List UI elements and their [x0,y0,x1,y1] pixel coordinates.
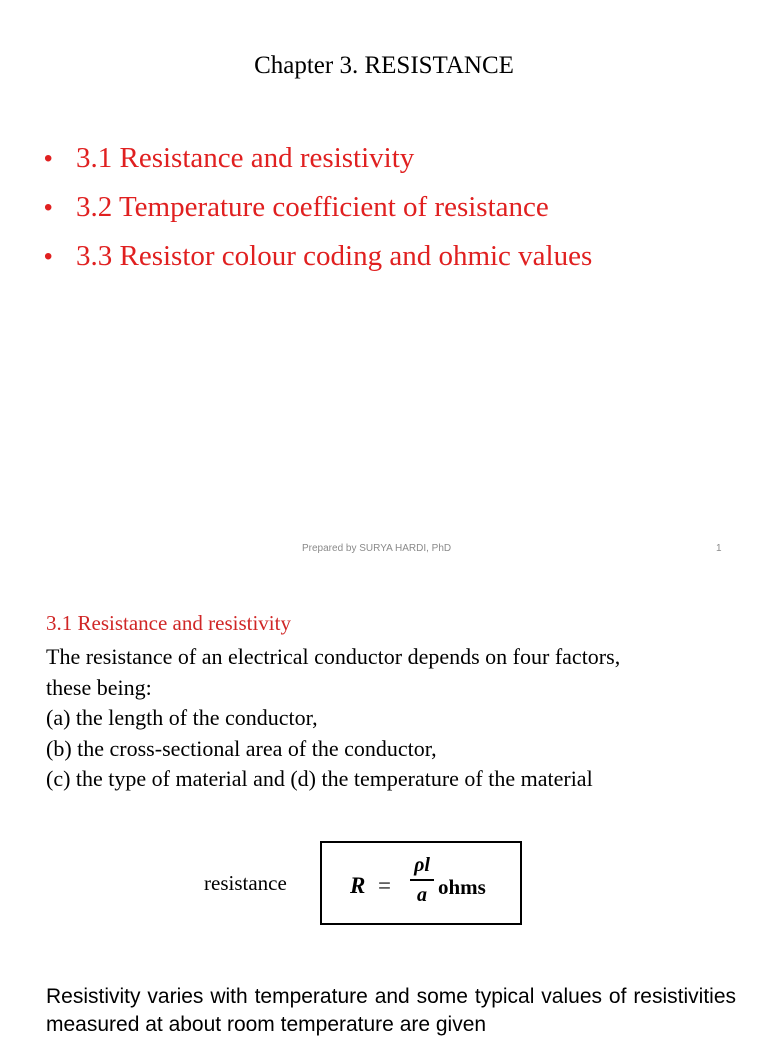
resistivity-paragraph: Resistivity varies with temperature and some typical values of resistivities measured at about room temperature are given [46,985,736,1036]
formula-lhs: R [350,873,366,898]
topic-item: • 3.2 Temperature coefficient of resistance [44,183,592,232]
bullet-icon: • [44,243,53,270]
topic-item: • 3.3 Resistor colour coding and ohmic values [44,232,592,281]
body-line: The resistance of an electrical conductor depends on four factors, [46,644,621,669]
body-line: (b) the cross-sectional area of the conductor, [46,735,437,761]
bullet-icon: • [44,145,53,172]
formula-label: resistance [204,871,287,895]
fraction-bar [410,879,434,881]
resistance-formula [320,841,522,925]
author-credit: Prepared by SURYA HARDI, PhD [302,543,452,554]
body-line: these being: [46,674,152,700]
formula-denominator: a [417,884,427,906]
section-heading: 3.1 Resistance and resistivity [46,611,291,635]
topic-item: • 3.1 Resistance and resistivity [44,134,592,183]
body-line: (c) the type of material and (d) the temperature of the material [46,766,593,791]
page-number: 1 [716,543,722,554]
slide-2 [0,575,768,1036]
formula-fraction [410,853,434,907]
formula-units: ohms [438,875,486,899]
factor-list [46,642,746,795]
bullet-icon: • [44,194,53,221]
slide-title: Chapter 3. RESISTANCE [254,52,514,79]
formula-numerator: ρl [414,854,430,876]
topic-list [44,134,592,281]
body-line: (a) the length of the conductor, [46,705,318,730]
formula-equals: = [378,873,391,898]
